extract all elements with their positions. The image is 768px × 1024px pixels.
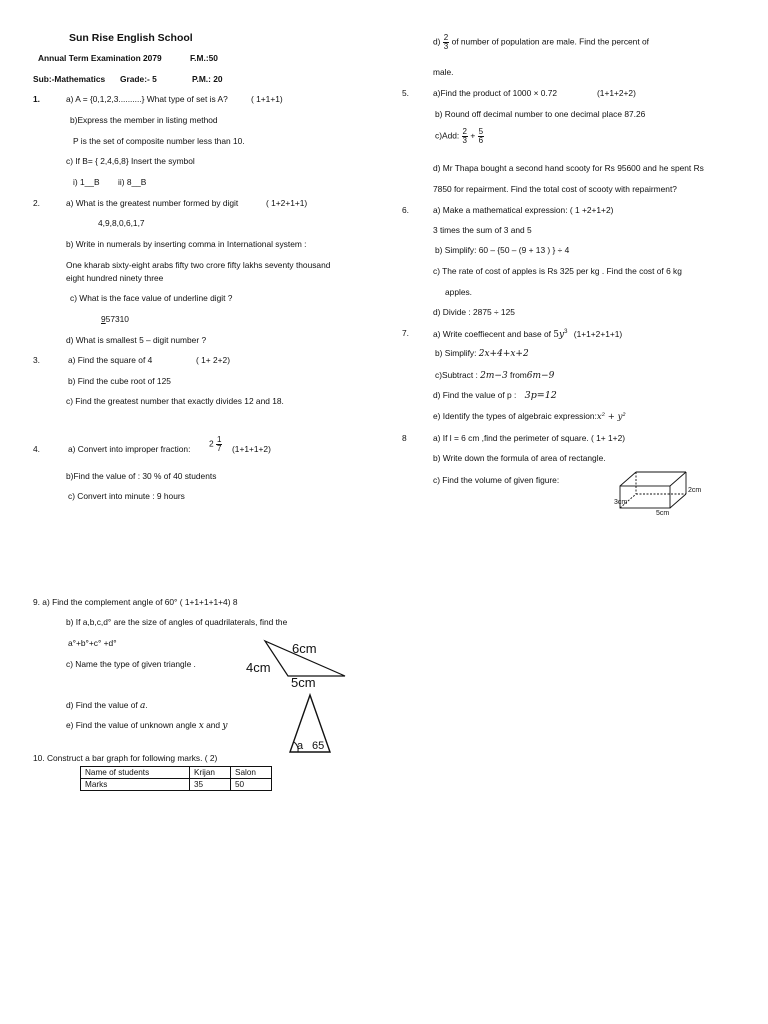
q1-b2: P is the set of composite number less than 10. bbox=[73, 136, 245, 146]
full-marks: F.M.:50 bbox=[190, 53, 218, 63]
q6-a: a) Make a mathematical expression: ( 1 +2+1+2) bbox=[433, 205, 614, 215]
q7-number: 7. bbox=[402, 328, 409, 338]
q8-number: 8 bbox=[402, 433, 407, 443]
q1-c-i: i) 1__B bbox=[73, 177, 100, 187]
marks-table bbox=[80, 766, 272, 791]
table-header-cell: Krijan bbox=[190, 767, 231, 779]
q4-c: c) Convert into minute : 9 hours bbox=[68, 491, 185, 501]
q8-a: a) If l = 6 cm ,find the perimeter of square. ( 1+ 1+2) bbox=[433, 433, 626, 443]
q2-b-text1: One kharab sixty-eight arabs fifty two crore fifty lakhs seventy thousand bbox=[66, 260, 331, 270]
q6-b: b) Simplify: 60 – {50 – (9 + 13 ) } ÷ 4 bbox=[435, 245, 570, 255]
q5-a-marks: (1+1+2+2) bbox=[597, 88, 636, 98]
q3-a-marks: ( 1+ 2+2) bbox=[196, 355, 230, 365]
q1-number: 1. bbox=[33, 94, 40, 104]
q4-d: d) $\frac{2}{3}$ of number of population are male. Find the percent of bbox=[433, 33, 649, 51]
triangle-left-label: 4cm bbox=[246, 660, 271, 675]
exam-title: Annual Term Examination 2079 bbox=[38, 53, 162, 63]
pass-marks: P.M.: 20 bbox=[192, 74, 223, 84]
q5-d2: 7850 for repairment. Find the total cost of scooty with repairment? bbox=[433, 184, 677, 194]
q1-c-ii: ii) 8__B bbox=[118, 177, 147, 187]
q5-d1: d) Mr Thapa bought a second hand scooty for Rs 95600 and he spent Rs bbox=[433, 163, 704, 173]
q9-a: 9. a) Find the complement angle of 60° ( 1+1+1+1+4) 8 bbox=[33, 597, 238, 607]
q5-c: c)Add: $\frac{2}{3}$ + $\frac{5}{6}$ bbox=[435, 127, 484, 145]
subject: Sub:-Mathematics bbox=[33, 74, 106, 84]
q5-b: b) Round off decimal number to one decimal place 87.26 bbox=[435, 109, 646, 119]
q9-c: c) Name the type of given triangle . bbox=[66, 659, 196, 669]
table-row bbox=[81, 779, 272, 791]
q9-b1: b) If a,b,c,d° are the size of angles of quadrilaterals, find the bbox=[66, 617, 288, 627]
q6-c1: c) The rate of cost of apples is Rs 325 per kg . Find the cost of 6 kg bbox=[433, 266, 682, 276]
q4-b: b)Find the value of : 30 % of 40 students bbox=[66, 471, 217, 481]
q5-a: a)Find the product of 1000 × 0.72 bbox=[433, 88, 558, 98]
q4-a: a) Convert into improper fraction: bbox=[68, 444, 191, 454]
q1-c: c) If B= { 2,4,6,8} Insert the symbol bbox=[66, 156, 195, 166]
q4-a-mixed-fraction: 2 $\frac{1}{7}$ bbox=[209, 435, 222, 453]
q2-c-number: 957310 bbox=[101, 314, 129, 324]
q7-b: b) Simplify: 2x+4+x+2 bbox=[435, 348, 529, 359]
q4-d-text2: male. bbox=[433, 67, 454, 77]
table-cell: 50 bbox=[231, 779, 272, 791]
q8-b: b) Write down the formula of area of rectangle. bbox=[433, 453, 606, 463]
q4-number: 4. bbox=[33, 444, 40, 454]
q7-d: d) Find the value of p : 3p=12 bbox=[433, 390, 557, 401]
q7-c: c)Subtract : 2m−3 from6m−9 bbox=[435, 370, 555, 381]
q2-b: b) Write in numerals by inserting comma in International system : bbox=[66, 239, 307, 249]
school-name: Sun Rise English School bbox=[69, 32, 193, 44]
q6-d: d) Divide : 2875 ÷ 125 bbox=[433, 307, 515, 317]
q5-number: 5. bbox=[402, 88, 409, 98]
q2-a-marks: ( 1+2+1+1) bbox=[266, 198, 308, 208]
q2-a: a) What is the greatest number formed by digit bbox=[66, 198, 239, 208]
q10-text: 10. Construct a bar graph for following marks. ( 2) bbox=[33, 753, 218, 763]
table-cell: 35 bbox=[190, 779, 231, 791]
q2-c: c) What is the face value of underline digit ? bbox=[70, 293, 233, 303]
cuboid-height-label: 2cm bbox=[688, 487, 702, 494]
q6-number: 6. bbox=[402, 205, 409, 215]
table-header-cell: Salon bbox=[231, 767, 272, 779]
table-header-cell: Name of students bbox=[81, 767, 190, 779]
iso-angle-65-label: 65 bbox=[312, 740, 325, 752]
q2-number: 2. bbox=[33, 198, 40, 208]
q8-c: c) Find the volume of given figure: bbox=[433, 475, 560, 485]
q3-a: a) Find the square of 4 bbox=[68, 355, 153, 365]
q7-a: a) Write coeffiecent and base of $5y^3$ (1+1+2+1+1) bbox=[433, 328, 623, 340]
isosceles-triangle-figure bbox=[286, 692, 334, 756]
table-cell: Marks bbox=[81, 779, 190, 791]
q2-digits: 4,9,8,0,6,1,7 bbox=[98, 218, 145, 228]
q3-number: 3. bbox=[33, 355, 40, 365]
triangle-top-label: 6cm bbox=[292, 641, 317, 656]
q2-d: d) What is smallest 5 – digit number ? bbox=[66, 335, 207, 345]
triangle-bottom-label: 5cm bbox=[291, 675, 316, 690]
q1-b1: b)Express the member in listing method bbox=[70, 115, 218, 125]
q9-d: d) Find the value of a. bbox=[66, 700, 148, 711]
q9-b2: a°+b°+c° +d° bbox=[68, 638, 117, 648]
q6-a2: 3 times the sum of 3 and 5 bbox=[433, 225, 532, 235]
q1-a: a) A = {0,1,2,3..........} What type of set is A? bbox=[66, 94, 228, 104]
q4-a-marks: (1+1+1+2) bbox=[232, 444, 271, 454]
cuboid-length-label: 5cm bbox=[656, 510, 670, 517]
q1-a-marks: ( 1+1+1) bbox=[251, 94, 283, 104]
q2-b-text2: eight hundred ninety three bbox=[66, 273, 164, 283]
grade: Grade:- 5 bbox=[120, 74, 157, 84]
underlined-digit: 9 bbox=[101, 314, 106, 324]
q7-e: e) Identify the types of algebraic expression:x² + y² bbox=[433, 411, 626, 422]
q6-c2: apples. bbox=[445, 287, 473, 297]
q9-e: e) Find the value of unknown angle x and y bbox=[66, 720, 228, 731]
q3-b: b) Find the cube root of 125 bbox=[68, 376, 171, 386]
table-header-row bbox=[81, 767, 272, 779]
iso-angle-a-label: a bbox=[297, 740, 304, 752]
cuboid-width-label: 3cm bbox=[614, 499, 628, 506]
q3-c: c) Find the greatest number that exactly divides 12 and 18. bbox=[66, 396, 284, 406]
